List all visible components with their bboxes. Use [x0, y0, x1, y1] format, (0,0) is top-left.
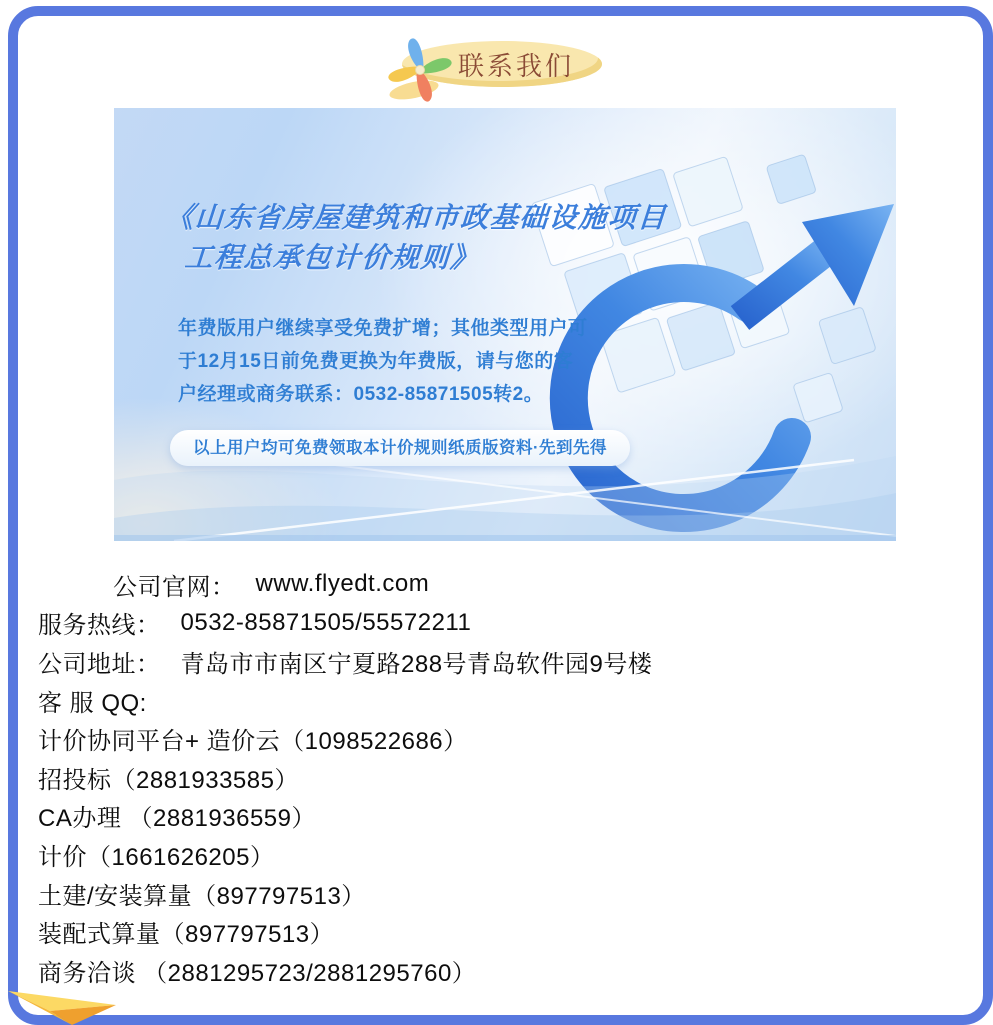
qq-pricing: 计价（1661626205） [38, 843, 275, 871]
contact-line-website [38, 565, 938, 604]
contact-line-qq-pricing-platform [38, 719, 938, 758]
qq-pricing-platform: 计价协同平台+ 造价云（1098522686） [38, 728, 468, 756]
contact-us-header [388, 28, 618, 104]
hotline-value: 0532-85871505/55572211 [180, 608, 472, 636]
hotline-label: 服务热线： [38, 612, 161, 640]
banner-title-line1: 《山东省房屋建筑和市政基础设施项目 [164, 202, 669, 233]
contact-line-address [38, 642, 938, 681]
website-label: 公司官网： [113, 573, 236, 601]
qq-header-label: 客 服 QQ: [38, 689, 147, 717]
promo-banner [114, 108, 896, 541]
pinwheel-icon [388, 28, 452, 104]
page-title: 联系我们 [457, 50, 574, 81]
banner-title [161, 198, 668, 278]
banner-title-line2: 工程总承包计价规则》 [183, 242, 481, 273]
qq-civil-quantity: 土建/安装算量（897797513） [38, 882, 366, 910]
qq-prefab-quantity: 装配式算量（897797513） [38, 921, 335, 949]
qq-ca: CA办理 （2881936559） [38, 805, 316, 833]
contact-line-qq-prefab-quantity [38, 912, 938, 951]
contact-line-qq-pricing [38, 835, 938, 874]
banner-offer-badge: 以上用户均可免费领取本计价规则纸质版资料·先到先得 [170, 430, 630, 466]
banner-body-line2: 于12月15日前免费更换为年费版，请与您的客 [178, 351, 574, 372]
banner-body-line1: 年费版用户继续享受免费扩增；其他类型用户可 [178, 318, 588, 339]
website-value: www.flyedt.com [255, 570, 430, 598]
contact-line-qq-bidding [38, 758, 938, 797]
paper-plane-icon [4, 987, 124, 1025]
contact-info-list [38, 565, 938, 990]
banner-body [178, 312, 588, 411]
qq-bidding: 招投标（2881933585） [38, 766, 299, 794]
contact-line-qq-business [38, 951, 938, 990]
qq-business: 商务洽谈 （2881295723/2881295760） [38, 959, 477, 987]
contact-line-qq-civil-quantity [38, 874, 938, 913]
contact-line-qq-ca [38, 797, 938, 836]
address-label: 公司地址： [38, 650, 161, 678]
contact-line-qq-header [38, 681, 938, 720]
address-value: 青岛市市南区宁夏路288号青岛软件园9号楼 [180, 650, 653, 678]
contact-line-hotline [38, 604, 938, 643]
banner-body-line3: 户经理或商务联系：0532-85871505转2。 [178, 384, 544, 405]
